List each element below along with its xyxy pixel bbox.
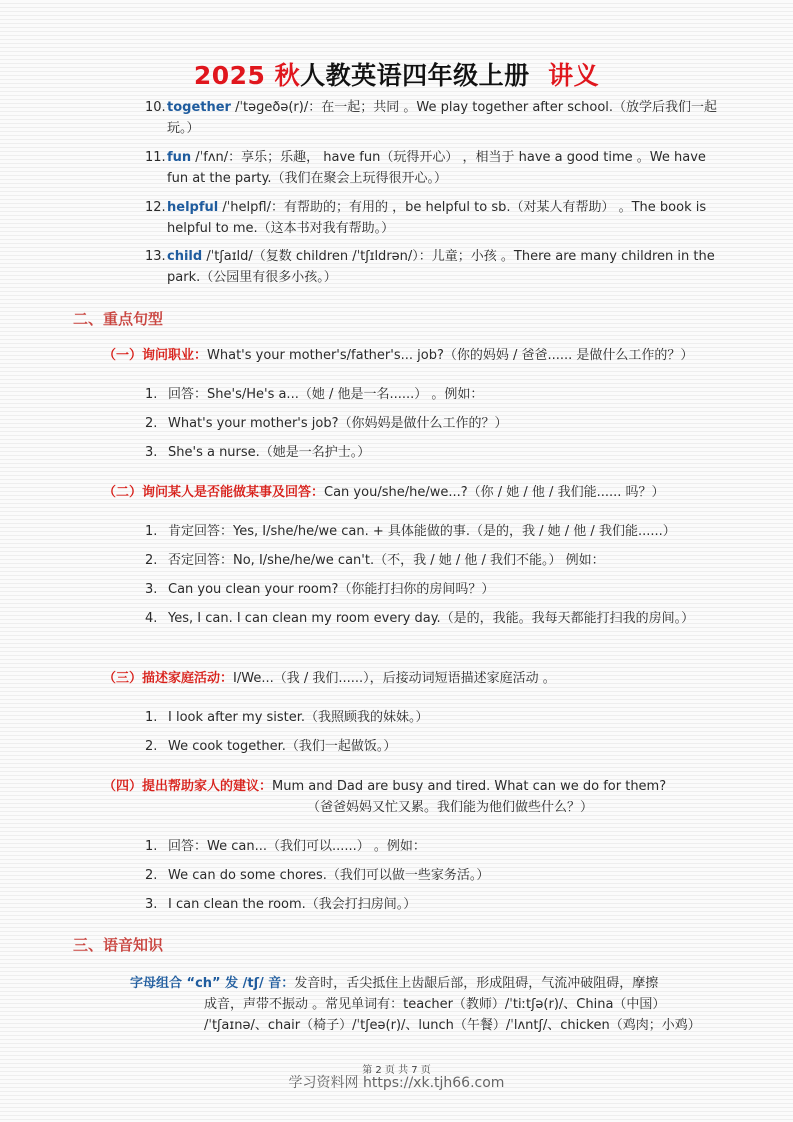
list-item — [145, 579, 723, 600]
vocab-word: together — [167, 100, 231, 115]
subsection-text: What's your mother's/father's... job?（你的妈妈 / 爸爸...... 是做什么工作的？） — [207, 348, 694, 363]
subsection-text: Mum and Dad are busy and tired. What can we do for them? — [272, 779, 667, 794]
item-text: 肯定回答：Yes, I/she/he/we can. + 具体能做的事.（是的，我 / 她 / 他 / 我们能......） — [168, 524, 676, 539]
item-number: 1. — [145, 839, 158, 854]
item-text: 回答：She's/He's a...（她 / 他是一名......） 。例如： — [168, 387, 484, 402]
subsection-translation: （爸爸妈妈又忙又累。我们能为他们做些什么？） — [307, 800, 594, 815]
section-heading-phonics: 三、语音知识 — [73, 936, 164, 954]
item-text: Can you clean your room?（你能打扫你的房间吗？） — [168, 582, 495, 597]
title-main: 人教英语四年级上册 — [300, 61, 530, 90]
item-number: 4. — [145, 611, 158, 626]
vocab-word: child — [167, 249, 203, 264]
subsection-heading: （二）询问某人是否能做某事及回答： — [103, 485, 325, 500]
list-item — [145, 707, 723, 728]
list-item — [145, 836, 723, 857]
vocab-number: 11. — [145, 150, 166, 165]
vocab-item — [145, 97, 723, 139]
vocab-number: 12. — [145, 200, 166, 215]
item-number: 1. — [145, 387, 158, 402]
vocab-word: fun — [167, 150, 192, 165]
subsection-heading: （三）描述家庭活动： — [103, 671, 234, 686]
section-heading-key-sentences: 二、重点句型 — [73, 310, 164, 328]
item-text: 回答：We can...（我们可以......） 。例如： — [168, 839, 426, 854]
subsection-family-activities — [103, 668, 556, 689]
list-item — [145, 736, 723, 757]
subsection-ask-ability — [103, 482, 665, 503]
list-item — [145, 608, 723, 629]
item-text: She's a nurse.（她是一名护士。） — [168, 445, 371, 460]
list-item — [145, 521, 723, 542]
phonics-line-2: 成音，声带不振动 。常见单词有：teacher（教师）/ˈtiːtʃə(r)/、China（中国） — [204, 997, 666, 1012]
watermark-site: 学习资料网 https://xk.tjh66.com — [288, 1075, 505, 1091]
page-number: 第 2 页 共 7 页 — [362, 1065, 431, 1076]
item-text: What's your mother's job?（你妈妈是做什么工作的？） — [168, 416, 508, 431]
subsection-text: Can you/she/he/we...?（你 / 她 / 他 / 我们能...... 吗？） — [324, 485, 665, 500]
item-text: We can do some chores.（我们可以做一些家务活。） — [168, 868, 490, 883]
vocab-item — [145, 147, 723, 189]
phonics-paragraph — [130, 973, 723, 1036]
item-number: 3. — [145, 582, 158, 597]
subsection-ask-job — [103, 345, 693, 366]
item-text: I can clean the room.（我会打扫房间。） — [168, 897, 417, 912]
item-number: 2. — [145, 553, 158, 568]
item-number: 3. — [145, 445, 158, 460]
list-item — [145, 442, 723, 463]
phonics-heading: 字母组合 “ch” 发 /tʃ/ 音： — [130, 976, 295, 991]
list-item — [145, 384, 723, 405]
phonics-line-3: /ˈtʃaɪnə/、chair（椅子）/ˈtʃeə(r)/、lunch（午餐）/ˈlʌntʃ/、chicken（鸡肉；小鸡） — [204, 1018, 701, 1033]
vocab-definition: /ˈfʌn/：享乐；乐趣， have fun（玩得开心） ，相当于 have a good time 。We have fun at the party.（我们在聚会上玩得很开心。） — [167, 150, 706, 186]
list-item — [145, 413, 723, 434]
subsection-help-family — [103, 776, 723, 818]
vocab-word: helpful — [167, 200, 219, 215]
item-text: I look after my sister.（我照顾我的妹妹。） — [168, 710, 429, 725]
item-number: 2. — [145, 868, 158, 883]
list-item — [145, 894, 723, 915]
item-text: We cook together.（我们一起做饭。） — [168, 739, 397, 754]
item-number: 1. — [145, 524, 158, 539]
vocab-definition: /ˈtʃaɪld/（复数 children /ˈtʃɪldrən/）：儿童；小孩 。There are many children in the park.（公园里有很多小孩。） — [167, 249, 715, 285]
phonics-line-1: 发音时，舌尖抵住上齿龈后部，形成阻碍，气流冲破阻碍，摩擦 — [294, 976, 659, 991]
vocab-number: 10. — [145, 100, 166, 115]
item-number: 2. — [145, 416, 158, 431]
vocab-number: 13. — [145, 249, 166, 264]
item-text: 否定回答：No, I/she/he/we can't.（不，我 / 她 / 他 / 我们不能。） 例如： — [168, 553, 605, 568]
item-number: 1. — [145, 710, 158, 725]
list-item — [145, 550, 723, 571]
subsection-text: I/We...（我 / 我们......），后接动词短语描述家庭活动 。 — [233, 671, 556, 686]
title-year: 2025 秋 — [193, 61, 301, 90]
vocab-definition: /ˈhelpfl/：有帮助的；有用的 ，be helpful to sb.（对某人有帮助） 。The book is helpful to me.（这本书对我有帮助。） — [167, 200, 707, 236]
title-tag: 讲义 — [548, 61, 600, 90]
subsection-heading: （四）提出帮助家人的建议： — [103, 779, 273, 794]
vocab-item — [145, 246, 723, 288]
item-number: 3. — [145, 897, 158, 912]
list-item — [145, 865, 723, 886]
item-text: Yes, I can. I can clean my room every day.（是的，我能。我每天都能打扫我的房间。） — [168, 611, 695, 626]
vocab-item — [145, 197, 723, 239]
subsection-heading: （一）询问职业： — [103, 348, 208, 363]
vocab-definition: /ˈtəɡeðə(r)/：在一起；共同 。We play together after school.（放学后我们一起玩。） — [167, 100, 718, 136]
page-title — [0, 56, 793, 92]
item-number: 2. — [145, 739, 158, 754]
